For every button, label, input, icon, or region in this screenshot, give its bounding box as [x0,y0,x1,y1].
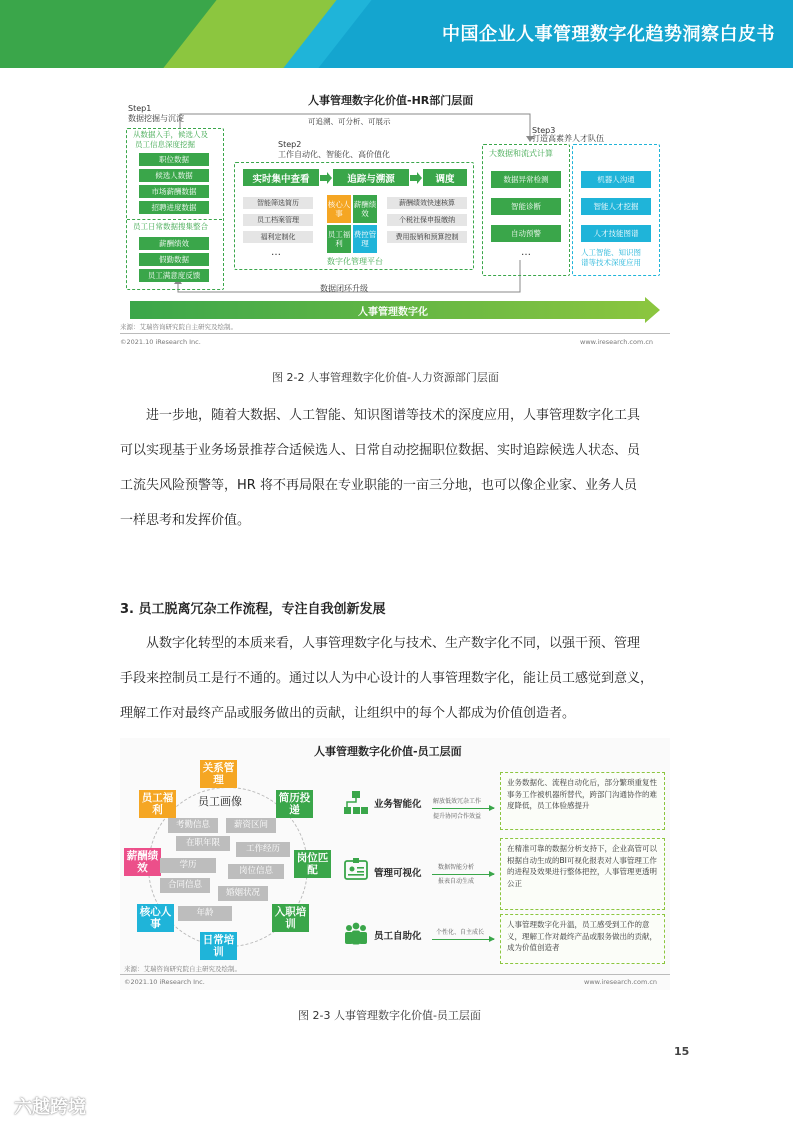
profile-tag: 薪资区间 [226,818,276,833]
paragraph-line: 理解工作对最终产品或服务做出的贡献，让组织中的每个人都成为价值创造者。 [120,706,576,721]
figure-caption-2: 图 2-3 人事管理数字化价值-员工层面 [298,1009,481,1022]
arrow-right-icon [432,808,494,809]
step1-item2: 假勤数据 [139,253,209,266]
node-welfare: 员工福利 [139,790,176,818]
step1-desc1: 从数据入手，候选人及 [133,130,208,139]
step3-col2-desc2: 谱等技术深度应用 [581,258,641,267]
loop-text: 数据闭环升级 [320,284,368,293]
step3-col1-box [482,144,570,276]
paragraph-line: 一样思考和发挥价值。 [120,513,251,528]
step1-item: 市场薪酬数据 [139,185,209,198]
step1-label: Step1 [128,104,152,113]
node-core-hr: 核心人事 [137,904,174,932]
row-arrow-text: 报表自动生成 [438,878,475,885]
step3-col1-title: 大数据和流式计算 [489,149,553,158]
step3-col1-item: 自动预警 [491,225,561,242]
org-chart-icon [343,790,369,816]
row-arrow-text: 个性化、自主成长 [436,929,485,936]
figure-caption-1: 图 2-2 人事管理数字化价值-人力资源部门层面 [272,371,499,384]
profile-tag: 年龄 [178,906,232,921]
row-description: 在精准可靠的数据分析支持下，企业高管可以根据自动生成的BI可视化报表对人事管理工作的进程及效果进行整体把控，人事管理更透明公正 [500,838,665,910]
step3-col1-item: 数据异常检测 [491,171,561,188]
row-arrow-text: 提升协同合作效益 [433,813,482,820]
step2-right-item: 薪酬绩效快速核算 [387,197,467,209]
figure-source: 来源：艾瑞咨询研究院自主研究及绘制。 [124,965,241,973]
step2-label: Step2 [278,140,302,149]
trace-text: 可追溯、可分析、可展示 [308,117,391,126]
paragraph-line: 工流失风险预警等，HR 将不再局限在专业职能的一亩三分地，也可以像企业家、业务人员 [120,478,637,493]
step1-item: 招聘进度数据 [139,201,209,214]
row-arrow-text: 解放低效冗杂工作 [433,798,482,805]
row-label: 员工自助化 [374,931,422,942]
step3-col2-item: 人才技能图谱 [581,225,651,242]
profile-tag: 岗位信息 [228,864,284,879]
profile-tag: 合同信息 [160,878,210,893]
paragraph-1 [120,398,680,538]
step2-box [234,162,474,270]
step1-section2: 员工日常数据搜集整合 [133,222,208,231]
page-number: 15 [674,1045,690,1058]
arrow-right-icon [409,172,423,184]
step3-col1-item: 智能诊断 [491,198,561,215]
step1-divider [127,219,222,220]
figure-site: www.iresearch.com.cn [580,338,654,346]
page-header [0,0,793,68]
figure-title: 人事管理数字化价值-员工层面 [314,745,462,758]
arrow-label: 人事管理数字化 [358,307,428,318]
step1-item2: 薪酬绩效 [139,237,209,250]
paragraph-2 [120,626,680,731]
step1-box [126,128,224,290]
node-compensation: 薪酬绩效 [124,848,161,876]
watermark: 六越跨境 [14,1097,86,1118]
row-description: 人事管理数字化升温，员工感受到工作的意义，理解工作对最终产品或服务做出的贡献，成为价值创造者 [500,914,665,964]
row-arrow-text: 数据智能分析 [438,864,475,871]
node-relationship: 关系管理 [200,760,237,788]
arrow-right-icon [432,939,494,940]
step3-col2-item: 机器人沟通 [581,171,651,188]
platform-label: 数字化管理平台 [327,257,383,266]
ellipsis: … [521,247,531,258]
step2-flow-item: 实时集中查看 [243,169,319,186]
figure-site: www.iresearch.com.cn [584,978,658,986]
step3-subtitle: 打造高素养人才队伍 [532,134,604,143]
ellipsis: … [271,247,281,258]
figure-copyright: ©2021.10 iResearch Inc. [120,338,201,346]
employee-profile-label: 员工画像 [198,795,242,808]
row-label: 业务智能化 [374,799,422,810]
profile-tag: 学历 [160,858,216,873]
people-icon [343,920,369,946]
core-hr-tile: 核心人事 [327,195,351,223]
step1-subtitle: 数据挖掘与沉淀 [128,114,184,123]
figure-copyright: ©2021.10 iResearch Inc. [124,978,205,986]
step2-left-item: 员工档案管理 [243,214,313,226]
section-heading: 3. 员工脱离冗杂工作流程，专注自我创新发展 [120,602,386,617]
profile-tag: 在职年限 [176,836,230,851]
figure-source: 来源：艾瑞咨询研究院自主研究及绘制。 [120,323,237,331]
node-onboarding: 入职培训 [272,904,309,932]
paragraph-line: 手段来控制员工是行不通的。通过以人为中心设计的人事管理数字化，能让员工感觉到意义， [120,671,654,686]
row-description: 业务数据化、流程自动化后，部分繁琐重复性事务工作被机器所替代，跨部门沟通协作的难度降低，员工体验感提升 [500,772,665,830]
id-card-icon [343,856,369,882]
step2-flow-item: 追踪与溯源 [333,169,409,186]
figure-divider [120,974,670,975]
step3-col2-item: 智能人才挖掘 [581,198,651,215]
paragraph-line: 从数字化转型的本质来看，人事管理数字化与技术、生产数字化不同，以强干预、管理 [120,636,641,651]
benefits-tile: 员工福利 [327,225,351,253]
step3-col2-box [572,144,660,276]
arrow-right-icon [319,172,333,184]
step3-label: Step3 [532,126,556,135]
profile-tag: 婚姻状况 [218,886,268,901]
expense-tile: 费控管理 [353,225,377,253]
step2-right-item: 个税社保申报缴纳 [387,214,467,226]
step1-item2: 员工满意度反馈 [139,269,209,282]
step3-col2-desc1: 人工智能、知识图 [581,248,641,257]
node-daily-training: 日常培训 [200,932,237,960]
figure-divider [120,333,670,334]
node-resume: 简历投递 [276,790,313,818]
profile-tag: 考勤信息 [168,818,218,833]
step1-desc2: 员工信息深度挖掘 [135,140,195,149]
header-title: 中国企业人事管理数字化趋势洞察白皮书 [442,24,775,45]
paragraph-line: 可以实现基于业务场景推荐合适候选人、日常自动挖掘职位数据、实时追踪候选人状态、员 [120,443,641,458]
figure-title: 人事管理数字化价值-HR部门层面 [308,94,474,107]
row-label: 管理可视化 [374,868,422,879]
step2-right-item: 费用报销和预算控制 [387,231,467,243]
figure-hr-department [120,82,670,350]
arrow-right-icon [432,874,494,875]
figure-employee-level [120,738,670,990]
step2-flow-item: 调度 [423,169,467,186]
step2-subtitle: 工作自动化、智能化、高价值化 [278,150,390,159]
step2-left-item: 智能筛选简历 [243,197,313,209]
step1-item: 职位数据 [139,153,209,166]
profile-tag: 工作经历 [236,842,290,857]
paragraph-line: 进一步地，随着大数据、人工智能、知识图谱等技术的深度应用，人事管理数字化工具 [120,408,641,423]
step1-item: 候选人数据 [139,169,209,182]
payroll-tile: 薪酬绩效 [353,195,377,223]
node-job-match: 岗位匹配 [294,850,331,878]
step2-left-item: 福利定制化 [243,231,313,243]
